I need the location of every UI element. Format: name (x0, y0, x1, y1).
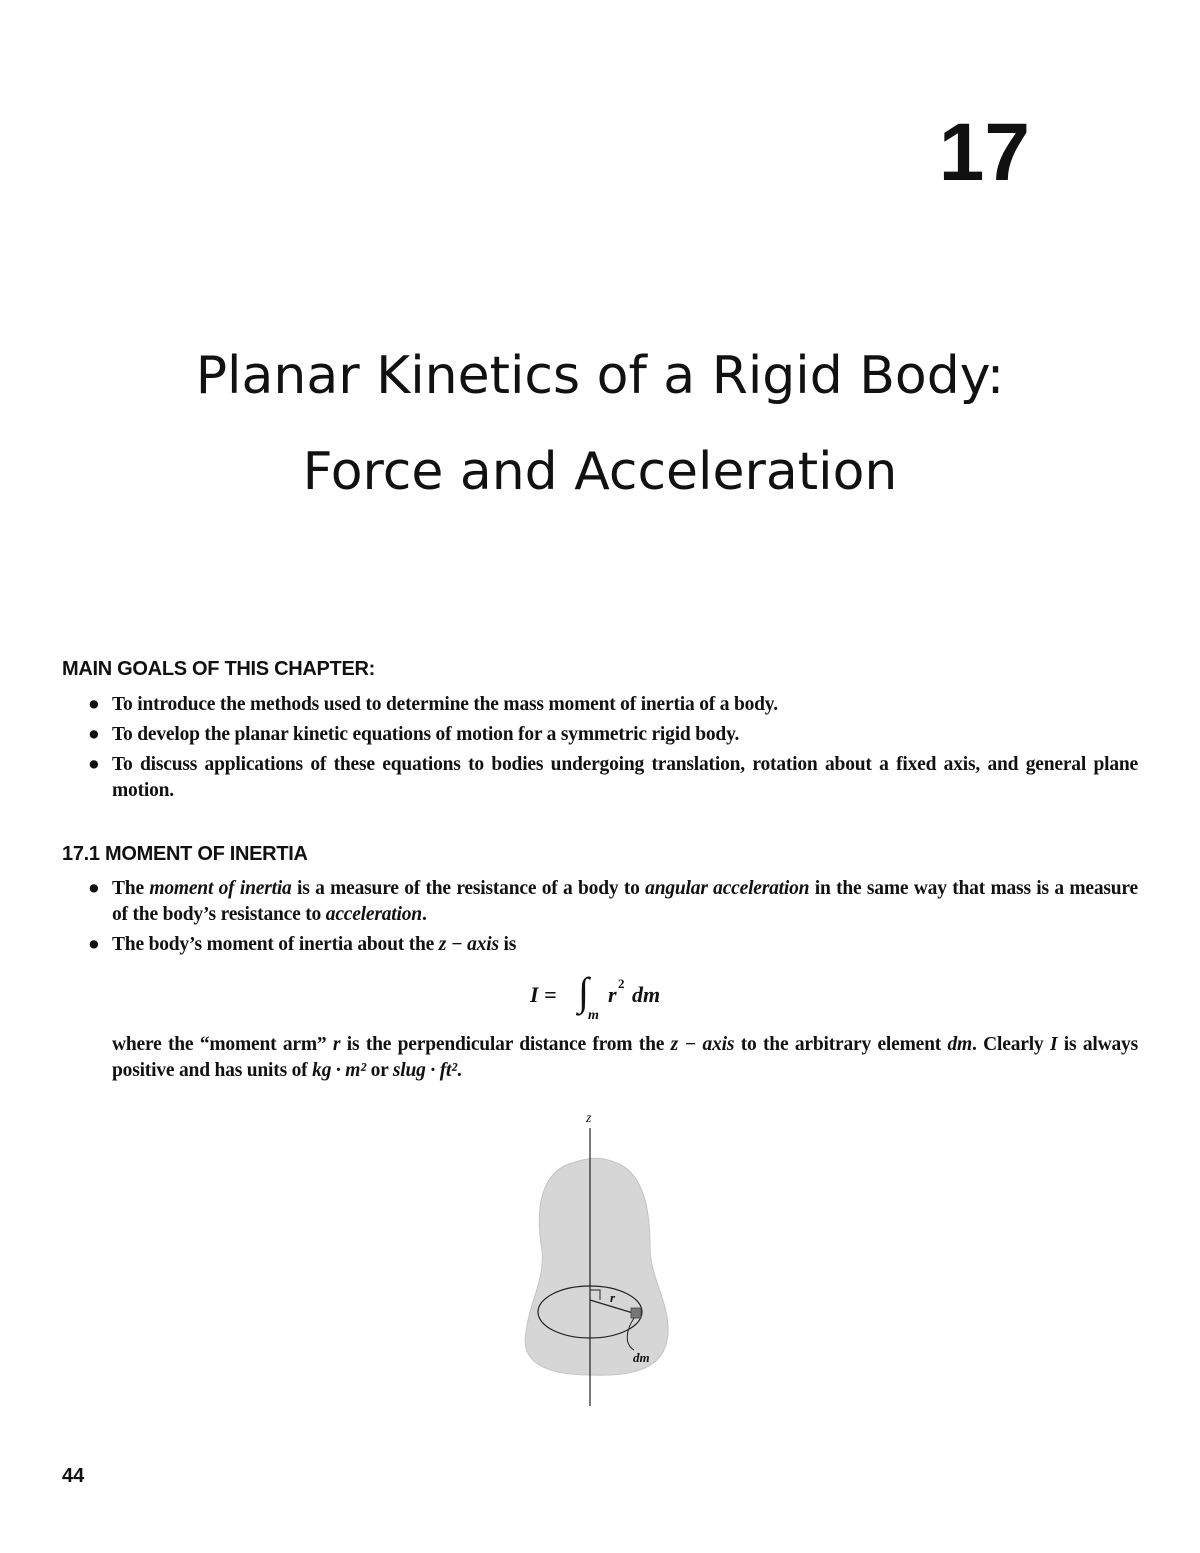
element-label: dm (633, 1350, 650, 1365)
list-item: ● The body’s moment of inertia about the z − axis is (88, 932, 1138, 958)
list-item: ● To discuss applications of these equations to bodies undergoing translation, rotation about a fixed axis, and general plane motion. (88, 754, 1138, 801)
bullet-icon: ● (88, 694, 100, 715)
chapter-title (0, 328, 1200, 520)
bullet-icon: ● (88, 754, 100, 775)
inertia-equation: I = ∫ m r 2 dm (530, 969, 661, 1023)
bullet-icon: ● (88, 724, 100, 745)
page-number: 44 (62, 1465, 85, 1487)
list-item: ● To develop the planar kinetic equations of motion for a symmetric rigid body. (88, 722, 1138, 748)
bullet-icon: ● (88, 934, 100, 955)
radius-label: r (610, 1290, 616, 1305)
moment-arm-paragraph: where the “moment arm” r is the perpendicular distance from the z − axis to the arbitrary element dm. Clearly I is always positive and has units of kg · m² or slug · ft². (112, 1034, 1138, 1081)
z-axis-label: z (586, 1111, 592, 1126)
mass-element (631, 1308, 641, 1318)
rigid-body-figure (500, 1100, 700, 1420)
chapter-title-line-1: Planar Kinetics of a Rigid Body: (195, 346, 1005, 406)
chapter-title-line-2: Force and Acceleration (302, 442, 898, 502)
section-heading: 17.1 MOMENT OF INERTIA (62, 843, 308, 865)
goals-list (88, 692, 1138, 808)
goals-heading: MAIN GOALS OF THIS CHAPTER: (62, 658, 376, 680)
bullet-icon: ● (88, 878, 100, 899)
chapter-number: 17 (938, 107, 1030, 198)
rigid-body-shape (525, 1158, 668, 1375)
list-item: ● The moment of inertia is a measure of the resistance of a body to angular acceleration in the same way that mass is a measure of the body’s resistance to acceleration. (88, 878, 1138, 925)
section-list (88, 876, 1138, 962)
list-item: ● To introduce the methods used to determine the mass moment of inertia of a body. (88, 692, 1138, 718)
